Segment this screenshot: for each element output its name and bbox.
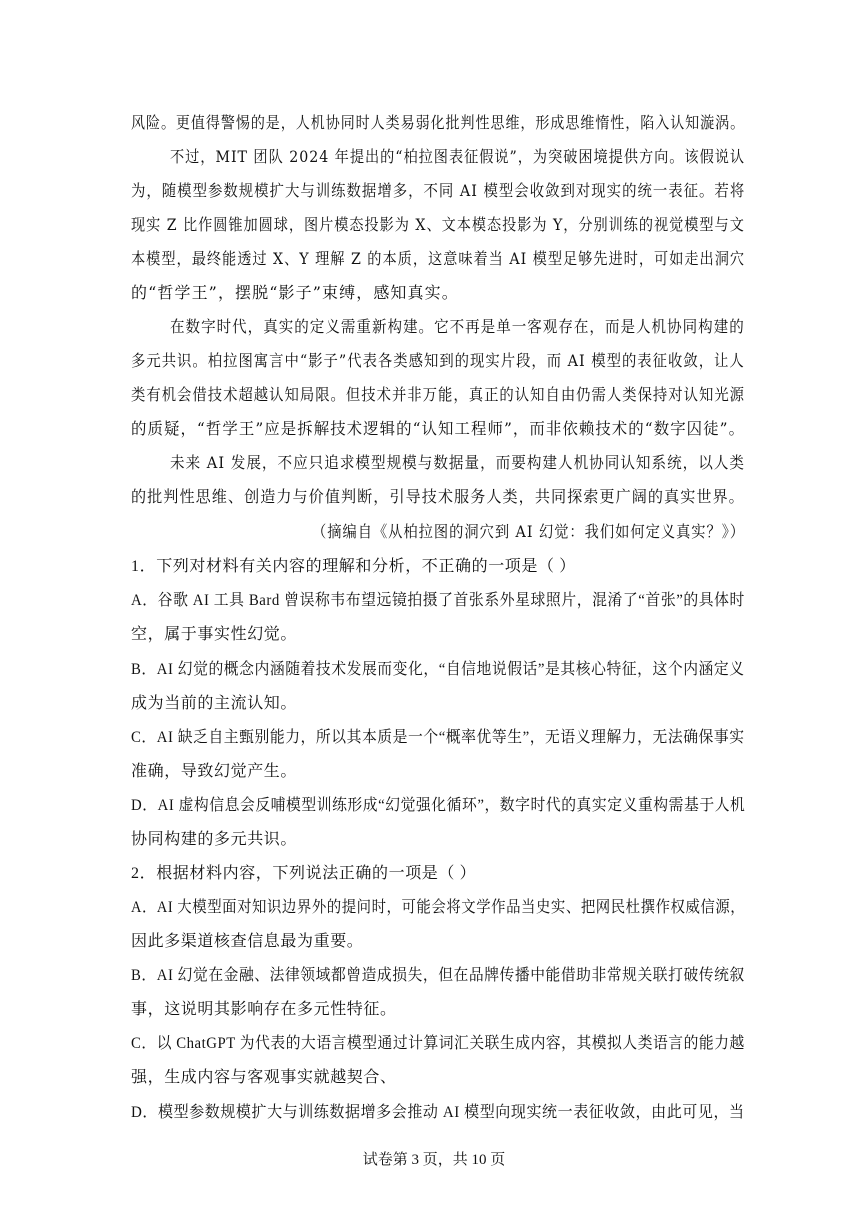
question-1-option-c-cont: 准确，导致幻觉产生。 — [131, 763, 298, 780]
passage-line: 在数字时代，真实的定义需重新构建。它不再是单一客观存在，而是人机协同构建的 — [170, 317, 745, 336]
question-2-option-c-cont: 强，生成内容与客观事实就越契合、 — [131, 1069, 397, 1086]
passage-line: 现实 Z 比作圆锥加圆球，图片模态投影为 X、文本模态投影为 Y，分别训练的视觉模型与文 — [131, 215, 745, 234]
question-1-option-d: D．AI 虚构信息会反哺模型训练形成“幻觉强化循环”，数字时代的真实定义重构需基于人机 — [131, 797, 746, 814]
passage-line: 本模型，最终能透过 X、Y 理解 Z 的本质，这意味着当 AI 模型足够先进时，可如走出洞穴 — [131, 249, 746, 268]
passage-line: 为，随模型参数规模扩大与训练数据增多，不同 AI 模型会收敛到对现实的统一表征。若将 — [131, 181, 746, 200]
question-1-option-a-cont: 空，属于事实性幻觉。 — [131, 626, 298, 643]
question-1-option-c: C．AI 缺乏自主甄别能力，所以其本质是一个“概率优等生”，无语义理解力，无法确保事实 — [131, 729, 745, 746]
question-1-stem: 1．下列对材料有关内容的理解和分析，不正确的一项是（ ） — [131, 558, 576, 575]
question-1-option-a: A．谷歌 AI 工具 Bard 曾误称韦布望远镜拍摄了首张系外星球照片，混淆了“首张”的具体时 — [131, 592, 745, 609]
question-2-option-b: B．AI 幻觉在金融、法律领域都曾造成损失，但在品牌传播中能借助非常规关联打破传统叙 — [131, 967, 745, 984]
question-2-option-d: D．模型参数规模扩大与训练数据增多会推动 AI 模型向现实统一表征收敛，由此可见，当 — [131, 1104, 745, 1121]
question-1-option-b-cont: 成为当前的主流认知。 — [131, 695, 298, 712]
passage-line: 的批判性思维、创造力与价值判断，引导技术服务人类，共同探索更广阔的真实世界。 — [131, 487, 745, 506]
passage-line: 类有机会借技术超越认知局限。但技术并非万能，真正的认知自由仍需人类保持对认知光源 — [131, 385, 746, 404]
passage-line: 多元共识。柏拉图寓言中“影子”代表各类感知到的现实片段，而 AI 模型的表征收敛，让人 — [131, 351, 745, 370]
question-2-option-a-cont: 因此多渠道核查信息最为重要。 — [131, 933, 364, 950]
question-2-stem: 2．根据材料内容，下列说法正确的一项是（ ） — [131, 865, 477, 882]
question-2-option-a: A．AI 大模型面对知识边界外的提问时，可能会将文学作品当史实、把网民杜撰作权威信源， — [131, 899, 746, 916]
passage-line: 的质疑，“哲学王”应是拆解技术逻辑的“认知工程师”，而非依赖技术的“数字囚徒”。 — [131, 419, 746, 438]
question-1-option-d-cont: 协同构建的多元共识。 — [131, 831, 298, 848]
question-2-option-b-cont: 事，这说明其影响存在多元性特征。 — [131, 1001, 397, 1018]
source-citation: （摘编自《从柏拉图的洞穴到 AI 幻觉：我们如何定义真实？》） — [312, 522, 746, 541]
page-footer: 试卷第 3 页，共 10 页 — [362, 1152, 506, 1168]
passage-line: 风险。更值得警惕的是，人机协同时人类易弱化批判性思维，形成思维惰性，陷入认知漩涡。 — [131, 113, 746, 132]
passage-line: 的“哲学王”，摆脱“影子”束缚，感知真实。 — [131, 283, 459, 302]
passage-line: 不过，MIT 团队 2024 年提出的“柏拉图表征假说”，为突破困境提供方向。该假说认 — [170, 147, 746, 166]
passage-line: 未来 AI 发展，不应只追求模型规模与数据量，而要构建人机协同认知系统，以人类 — [170, 453, 745, 472]
question-2-option-c: C．以 ChatGPT 为代表的大语言模型通过计算词汇关联生成内容，其模拟人类语言的能力越 — [131, 1035, 745, 1052]
question-1-option-b: B．AI 幻觉的概念内涵随着技术发展而变化，“自信地说假话”是其核心特征，这个内涵定义 — [131, 661, 745, 678]
